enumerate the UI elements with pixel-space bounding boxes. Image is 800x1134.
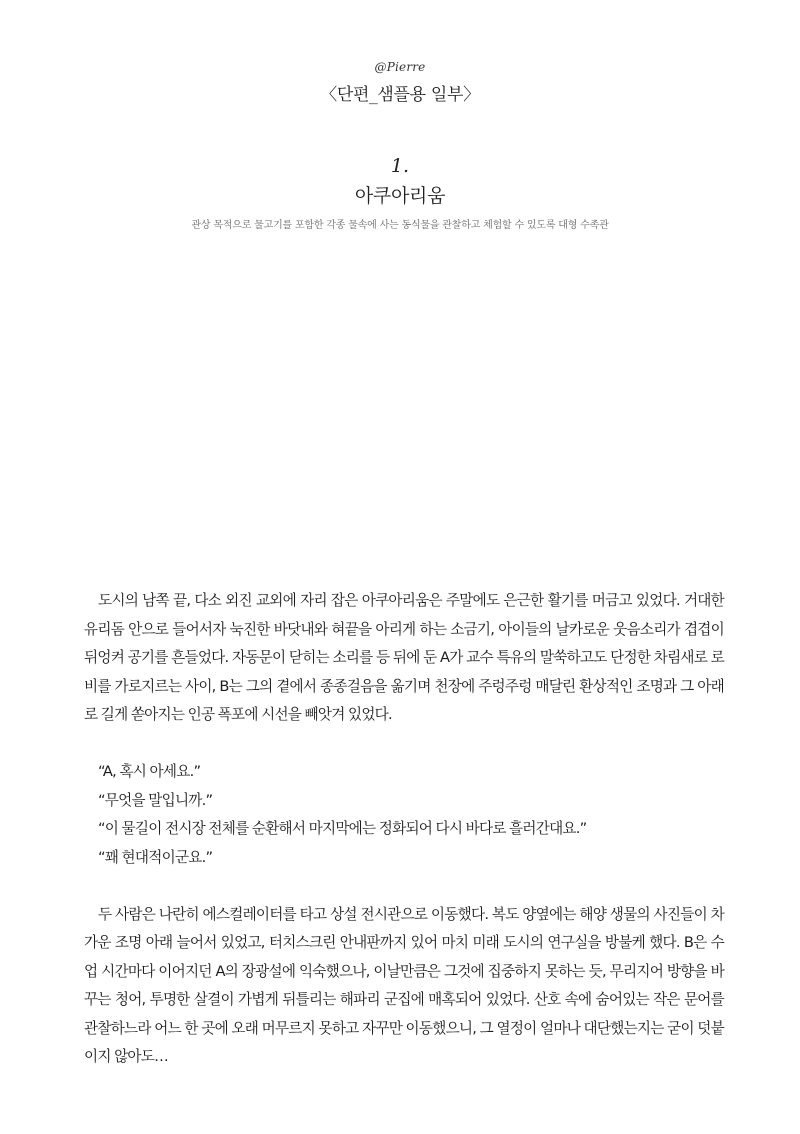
story-body	[84, 587, 724, 1072]
dialogue-block	[84, 758, 724, 872]
work-title: 〈단편_샘플용 일부〉	[320, 85, 480, 105]
chapter-heading	[0, 155, 800, 231]
chapter-description: 관상 목적으로 물고기를 포함한 각종 물속에 사는 동식물을 관찰하고 체험할 수 있도록 대형 수족관	[191, 220, 609, 231]
chapter-title: 아쿠아리움	[354, 185, 446, 207]
document-header	[0, 60, 800, 105]
paragraph-1: 도시의 남쪽 끝, 다소 외진 교외에 자리 잡은 아쿠아리움은 주말에도 은근한 활기를 머금고 있었다. 거대한 유리돔 안으로 들어서자 눅진한 바닷내와 혀끝을 아리게 하는 소금기, 아이들의 날카로운 웃음소리가 겹겹이 뒤엉켜 공기를 흔들었다. 자동문이 닫히는 소리를 등 뒤에 둔 A가 교수 특유의 말쑥하고도 단정한 차림새로 로비를 가로지르는 사이, B는 그의 곁에서 종종걸음을 옮기며 천장에 주렁주렁 매달린 환상적인 조명과 그 아래로 길게 쏟아지는 인공 폭포에 시선을 빼앗겨 있었다.	[84, 592, 724, 723]
dialogue-line: “A, 혹시 아세요.”	[98, 763, 201, 780]
dialogue-line: “무엇을 말입니까.”	[98, 791, 213, 809]
author-handle: @Pierre	[374, 60, 426, 74]
dialogue-line: “꽤 현대적이군요.”	[98, 848, 213, 866]
dialogue-line: “이 물길이 전시장 전체를 순환해서 마지막에는 정화되어 다시 바다로 흘러간대요.”	[98, 820, 587, 837]
paragraph-2: 두 사람은 나란히 에스컬레이터를 타고 상설 전시관으로 이동했다. 복도 양옆에는 해양 생물의 사진들이 차가운 조명 아래 늘어서 있었고, 터치스크린 안내판까지 있어 마치 미래 도시의 연구실을 방불케 했다. B은 수업 시간마다 이어지던 A의 장광설에 익숙했으나, 이날만큼은 그것에 집중하지 못하는 듯, 무리지어 방향을 바꾸는 청어, 투명한 살결이 가볍게 뒤틀리는 해파리 군집에 매혹되어 있었다. 산호 속에 숨어있는 작은 문어를 관찰하느라 어느 한 곳에 오래 머무르지 못하고 자꾸만 이동했으니, 그 열정이 얼마나 대단했는지는 굳이 덧붙이지 않아도…	[84, 905, 724, 1065]
chapter-number: 1.	[390, 155, 410, 177]
